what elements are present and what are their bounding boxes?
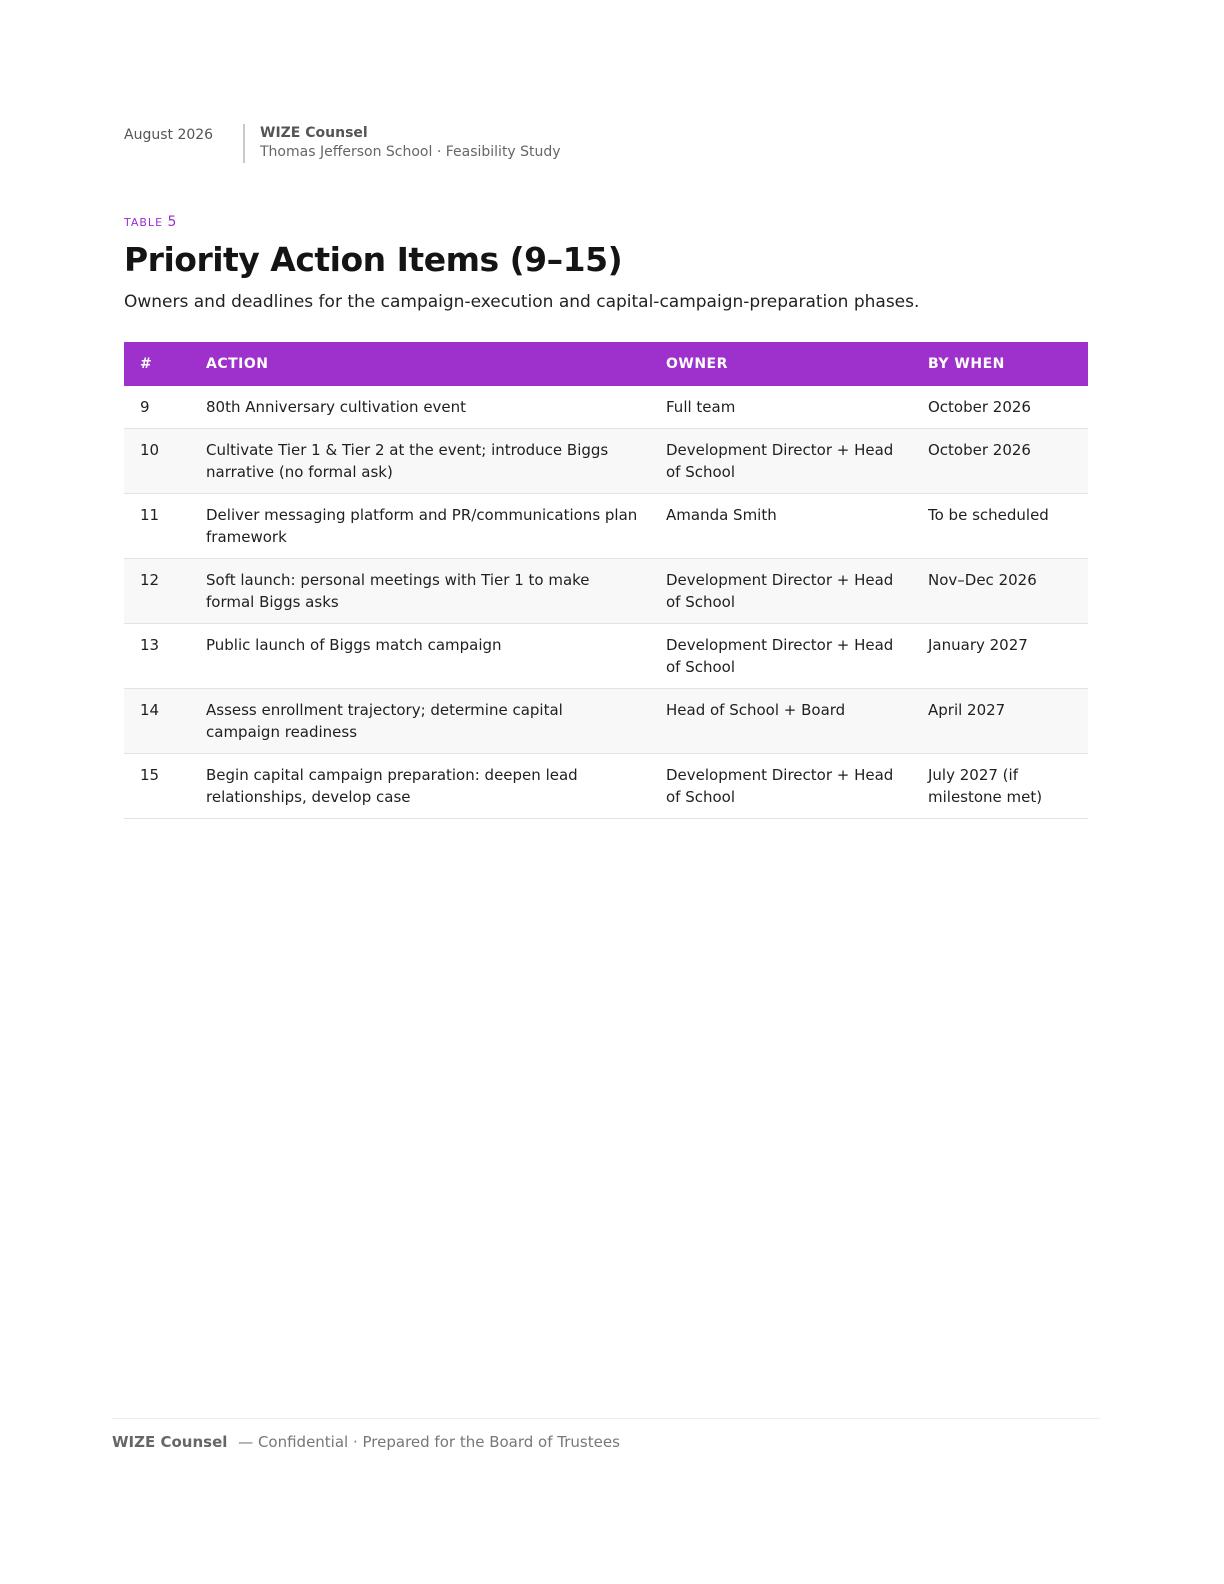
table-row xyxy=(124,754,1088,819)
table-row xyxy=(124,386,1088,429)
row-deadline: Nov–Dec 2026 xyxy=(912,559,1088,624)
table-row xyxy=(124,689,1088,754)
row-number: 12 xyxy=(124,559,190,624)
page-title: Priority Action Items (9–15) xyxy=(124,240,623,279)
table-row xyxy=(124,429,1088,494)
action-items-table xyxy=(124,342,1088,819)
row-owner: Development Director + Head of School xyxy=(650,559,912,624)
row-owner: Development Director + Head of School xyxy=(650,624,912,689)
table-row xyxy=(124,494,1088,559)
page-footer xyxy=(112,1433,620,1451)
row-number: 15 xyxy=(124,754,190,819)
row-owner: Amanda Smith xyxy=(650,494,912,559)
row-action: Soft launch: personal meetings with Tier 1 to make formal Biggs asks xyxy=(190,559,650,624)
row-owner: Development Director + Head of School xyxy=(650,754,912,819)
page-subtitle: Owners and deadlines for the campaign-execution and capital-campaign-preparation phases. xyxy=(124,292,920,312)
page-header xyxy=(124,124,561,163)
header-brand xyxy=(260,124,561,162)
column-header-action: ACTION xyxy=(190,342,650,386)
footer-divider xyxy=(112,1418,1100,1419)
row-number: 14 xyxy=(124,689,190,754)
row-action: Begin capital campaign preparation: deepen lead relationships, develop case xyxy=(190,754,650,819)
row-number: 10 xyxy=(124,429,190,494)
firm-name: WIZE Counsel xyxy=(260,125,368,141)
footer-firm-name: WIZE Counsel xyxy=(112,1433,228,1451)
column-header-number: # xyxy=(124,342,190,386)
row-deadline: January 2027 xyxy=(912,624,1088,689)
row-action: 80th Anniversary cultivation event xyxy=(190,386,650,429)
row-action: Deliver messaging platform and PR/communications plan framework xyxy=(190,494,650,559)
row-action: Public launch of Biggs match campaign xyxy=(190,624,650,689)
row-owner: Head of School + Board xyxy=(650,689,912,754)
table-label-word: TABLE xyxy=(124,216,164,229)
row-deadline: July 2027 (if milestone met) xyxy=(912,754,1088,819)
column-header-by-when: BY WHEN xyxy=(912,342,1088,386)
report-subtitle: Thomas Jefferson School · Feasibility Study xyxy=(260,144,561,160)
row-owner: Development Director + Head of School xyxy=(650,429,912,494)
footer-text: — Confidential · Prepared for the Board of Trustees xyxy=(238,1433,620,1451)
row-number: 13 xyxy=(124,624,190,689)
row-action: Cultivate Tier 1 & Tier 2 at the event; introduce Biggs narrative (no formal ask) xyxy=(190,429,650,494)
row-owner: Full team xyxy=(650,386,912,429)
row-action: Assess enrollment trajectory; determine capital campaign readiness xyxy=(190,689,650,754)
row-number: 9 xyxy=(124,386,190,429)
row-deadline: October 2026 xyxy=(912,386,1088,429)
table-label xyxy=(124,214,176,230)
table-row xyxy=(124,559,1088,624)
column-header-owner: OWNER xyxy=(650,342,912,386)
row-deadline: October 2026 xyxy=(912,429,1088,494)
table-label-number: 5 xyxy=(167,214,177,230)
row-deadline: April 2027 xyxy=(912,689,1088,754)
row-deadline: To be scheduled xyxy=(912,494,1088,559)
header-divider xyxy=(243,124,245,163)
row-number: 11 xyxy=(124,494,190,559)
table-row xyxy=(124,624,1088,689)
report-date: August 2026 xyxy=(124,127,214,143)
table-header-row xyxy=(124,342,1088,386)
